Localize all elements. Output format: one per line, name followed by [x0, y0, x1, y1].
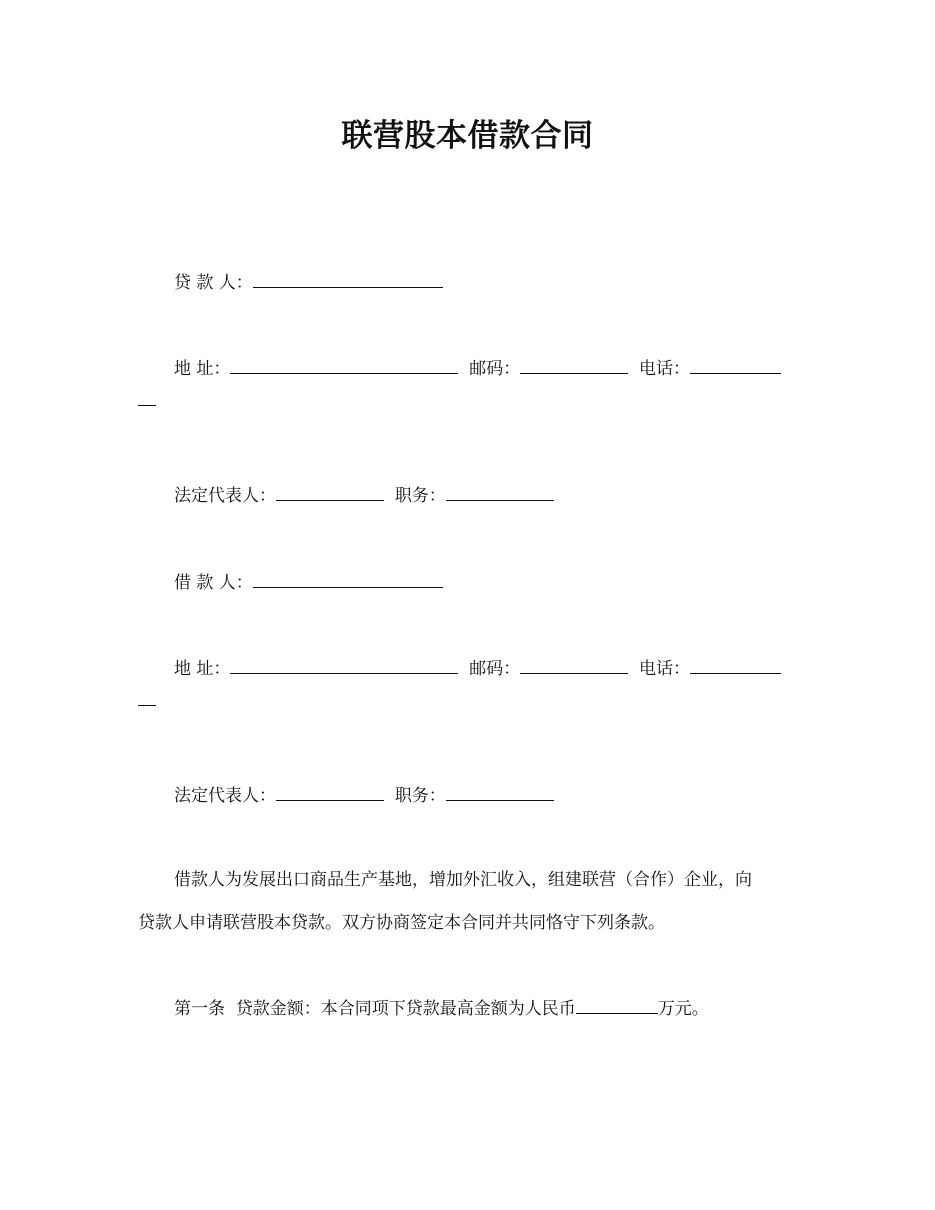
borrower-phone-label: 电话： [639, 659, 691, 679]
borrower-address-blank[interactable] [230, 659, 458, 674]
lender-line [138, 272, 834, 294]
lender-postcode-blank[interactable] [520, 359, 628, 374]
lender-phone-blank[interactable] [690, 359, 781, 374]
lender-postcode-label: 邮码： [469, 359, 521, 379]
borrower-label: 借 款 人： [174, 573, 253, 593]
article-1 [138, 998, 834, 1020]
borrower-legal-rep-blank[interactable] [276, 786, 384, 801]
borrower-legal-rep-label: 法定代表人： [174, 786, 276, 806]
borrower-address-label: 地 址： [174, 659, 231, 679]
lender-address-label: 地 址： [174, 359, 231, 379]
borrower-address-line [138, 658, 834, 680]
borrower-postcode-label: 邮码： [469, 659, 521, 679]
article-1-unit: 万元。 [657, 999, 709, 1019]
lender-legal-rep-line [138, 485, 834, 507]
lender-legal-rep-blank[interactable] [276, 486, 384, 501]
loan-amount-blank[interactable] [576, 999, 658, 1014]
preamble-paragraph [138, 859, 798, 945]
lender-phone-blank-continued [138, 405, 156, 406]
borrower-phone-blank[interactable] [690, 659, 781, 674]
lender-address-line [138, 358, 834, 380]
borrower-position-blank[interactable] [446, 786, 554, 801]
borrower-phone-blank-continued [138, 705, 156, 706]
article-1-text: 贷款金额：本合同项下贷款最高金额为人民币 [235, 999, 576, 1019]
preamble-line-2: 贷款人申请联营股本贷款。双方协商签定本合同并共同恪守下列条款。 [138, 913, 665, 933]
document-title: 联营股本借款合同 [341, 118, 594, 154]
lender-label: 贷 款 人： [174, 273, 253, 293]
borrower-postcode-blank[interactable] [520, 659, 628, 674]
borrower-line [138, 572, 834, 594]
lender-legal-rep-label: 法定代表人： [174, 486, 276, 506]
lender-address-blank[interactable] [230, 359, 458, 374]
borrower-blank[interactable] [253, 573, 443, 588]
lender-phone-label: 电话： [639, 359, 691, 379]
borrower-position-label: 职务： [394, 786, 446, 806]
lender-blank[interactable] [253, 273, 443, 288]
article-1-heading: 第一条 [174, 999, 225, 1019]
lender-position-blank[interactable] [446, 486, 554, 501]
lender-position-label: 职务： [394, 486, 446, 506]
borrower-legal-rep-line [138, 785, 834, 807]
preamble-line-1: 借款人为发展出口商品生产基地，增加外汇收入，组建联营（合作）企业，向 [174, 870, 752, 890]
